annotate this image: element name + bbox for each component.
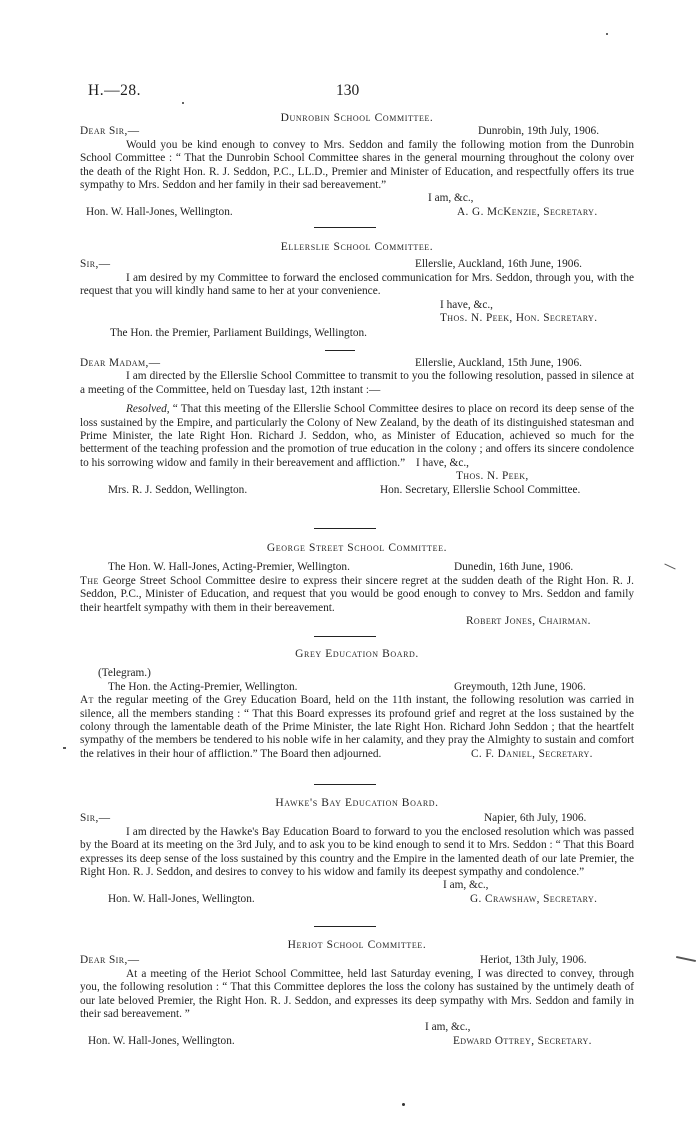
section-divider bbox=[314, 636, 376, 637]
signatory-name: Thos. N. Peek, bbox=[456, 470, 529, 483]
salutation: Dear Madam,— bbox=[80, 357, 161, 369]
section-divider bbox=[314, 784, 376, 785]
margin-mark bbox=[664, 564, 675, 570]
section-divider bbox=[314, 926, 376, 927]
resolved-body: “ That this meeting of the Ellerslie School Committee desires to place on record its deep sense of the loss sustained by the Empire, and particularly the Colony of New Zealand, by the death of its distinguished statesman and Prime Minister, the late Right Hon. Richard J. Seddon, who, as Minister of Education, achieved so much for the betterment of the teaching profession and the promotion of true education in the colony ; and offers its sincere condolence to his sorrowing widow and family in their bereavement and affliction.” bbox=[80, 403, 634, 469]
closing: I have, &c., bbox=[440, 298, 494, 311]
section-hawkes-bay bbox=[80, 797, 634, 906]
place-date: Ellerslie, Auckland, 15th June, 1906. bbox=[415, 357, 582, 369]
place-date: Heriot, 13th July, 1906. bbox=[480, 954, 587, 967]
addressee: The Hon. the Premier, Parliament Buildings, Wellington. bbox=[110, 327, 367, 340]
section-ellerslie bbox=[80, 241, 634, 341]
margin-mark bbox=[63, 747, 66, 749]
speck-mark bbox=[606, 33, 608, 35]
letter-body: At a meeting of the Heriot School Committee, held last Saturday evening, I was directed to convey, through you, the following resolution : “ That this Committee deplores the loss the colony has sustained by the untimely death of our late beloved Premier, the Right Hon. R. J. Seddon, and expresses its deep sympathy with Mrs. Seddon and family in their sad bereavement. ” bbox=[80, 967, 634, 1021]
section-title: George Street School Committee. bbox=[266, 542, 448, 554]
lead-word: At bbox=[80, 694, 94, 707]
telegram-note: (Telegram.) bbox=[98, 667, 151, 680]
letter-divider bbox=[325, 350, 355, 351]
closing: I am, &c., bbox=[443, 879, 489, 892]
speck-mark bbox=[182, 102, 184, 104]
section-heriot bbox=[80, 939, 634, 1048]
signatory: G. Crawshaw, Secretary. bbox=[470, 892, 598, 905]
addressee: The Hon. the Acting-Premier, Wellington. bbox=[108, 680, 298, 693]
section-dunrobin bbox=[80, 112, 634, 219]
addressee: The Hon. W. Hall-Jones, Acting-Premier, Wellington. bbox=[108, 561, 350, 574]
closing: I am, &c., bbox=[428, 192, 474, 205]
page-number: 130 bbox=[336, 82, 360, 99]
resolved-label: Resolved, bbox=[126, 403, 170, 416]
salutation: Sir,— bbox=[80, 812, 111, 825]
addressee: Hon. W. Hall-Jones, Wellington. bbox=[86, 205, 233, 218]
place-date: Greymouth, 12th June, 1906. bbox=[454, 680, 586, 693]
addressee: Mrs. R. J. Seddon, Wellington. bbox=[108, 483, 248, 496]
speck-mark bbox=[402, 1103, 405, 1106]
signatory: A. G. McKenzie, Secretary. bbox=[457, 205, 598, 218]
closing: I have, &c., bbox=[416, 456, 470, 469]
section-divider bbox=[314, 227, 376, 228]
place-date: Dunedin, 16th June, 1906. bbox=[454, 561, 574, 574]
place-date: Napier, 6th July, 1906. bbox=[484, 812, 587, 825]
place-date: Ellerslie, Auckland, 16th June, 1906. bbox=[415, 258, 582, 271]
body-text: the regular meeting of the Grey Education Board, held on the 11th instant, the following resolution was carried in silence, all the members standing : “ That this Board expresses its profound grief and regret at the loss sustained by the colony through the lamentable death of the Prime Minister, the late Right Hon. Richard John Seddon ; that the heartfelt sympathy of the members be tendered to his noble wife in her calamity, and they pray the Almighty to sustain and comfort the relatives in their hour of affliction.” The Board then adjourned. bbox=[80, 694, 634, 760]
letter-body bbox=[80, 575, 634, 615]
salutation: Dear Sir,— bbox=[80, 125, 140, 138]
body-text: George Street School Committee desire to express their sincere regret at the sudden death of the Right Hon. R. J. Seddon, P.C., Minister of Education, and request that you would be good enough to convey to Mrs. Seddon and family their heartfelt sympathy with them in their bereavement. bbox=[80, 574, 634, 614]
addressee: Hon. W. Hall-Jones, Wellington. bbox=[108, 892, 255, 905]
margin-mark bbox=[676, 956, 696, 962]
section-title: Heriot School Committee. bbox=[287, 939, 427, 951]
letter-body: I am directed by the Ellerslie School Committee to transmit to you the following resolution, passed in silence at a meeting of the Committee, held on Tuesday last, 12th instant :— bbox=[80, 370, 634, 396]
section-title: Grey Education Board. bbox=[295, 648, 419, 660]
lead-word: The bbox=[80, 574, 99, 587]
signatory: Robert Jones, Chairman. bbox=[466, 615, 591, 628]
section-title: Dunrobin School Committee. bbox=[280, 112, 434, 124]
signatory: Thos. N. Peek, Hon. Secretary. bbox=[440, 312, 598, 324]
section-title: Hawke's Bay Education Board. bbox=[275, 797, 439, 809]
letter-body: I am desired by my Committee to forward the enclosed communication for Mrs. Seddon, through you, with the request that you will kindly hand same to her at your convenience. bbox=[80, 271, 634, 298]
section-divider bbox=[314, 528, 376, 529]
salutation: Dear Sir,— bbox=[80, 954, 140, 967]
letter-body: Would you be kind enough to convey to Mrs. Seddon and family the following motion from the Dunrobin School Committee : “ That the Dunrobin School Committee shares in the general mourning throughout the colony over the death of the Right Hon. R. J. Seddon, P.C., LL.D., Premier and Minister of Education, and respectfully offers its true sympathy to Mrs. Seddon and her family in their sad bereavement.” bbox=[80, 138, 634, 192]
closing: I am, &c., bbox=[425, 1021, 471, 1034]
report-reference: H.—28. bbox=[88, 82, 141, 99]
ellerslie-letter-2 bbox=[80, 357, 634, 497]
signatory-title: Hon. Secretary, Ellerslie School Committee. bbox=[380, 483, 581, 496]
signatory: Edward Ottrey, Secretary. bbox=[453, 1034, 592, 1047]
signatory: C. F. Daniel, Secretary. bbox=[471, 747, 593, 760]
section-grey bbox=[80, 648, 634, 761]
addressee: Hon. W. Hall-Jones, Wellington. bbox=[88, 1034, 235, 1047]
salutation: Sir,— bbox=[80, 258, 111, 271]
section-title: Ellerslie School Committee. bbox=[280, 241, 434, 253]
section-george-street bbox=[80, 542, 634, 628]
place-date: Dunrobin, 19th July, 1906. bbox=[478, 125, 600, 138]
letter-body: I am directed by the Hawke's Bay Education Board to forward to you the enclosed resolution which was passed by the Board at its meeting on the 3rd July, and to ask you to be kind enough to send it to Mrs. Seddon : “ That this Board expresses its deep sense of the loss sustained by this country and the Empire in the lamented death of our late Premier, the Right Hon. R. J. Seddon, and desires to convey to his widow and family its deepest sympathy and condolence.” bbox=[80, 825, 634, 879]
